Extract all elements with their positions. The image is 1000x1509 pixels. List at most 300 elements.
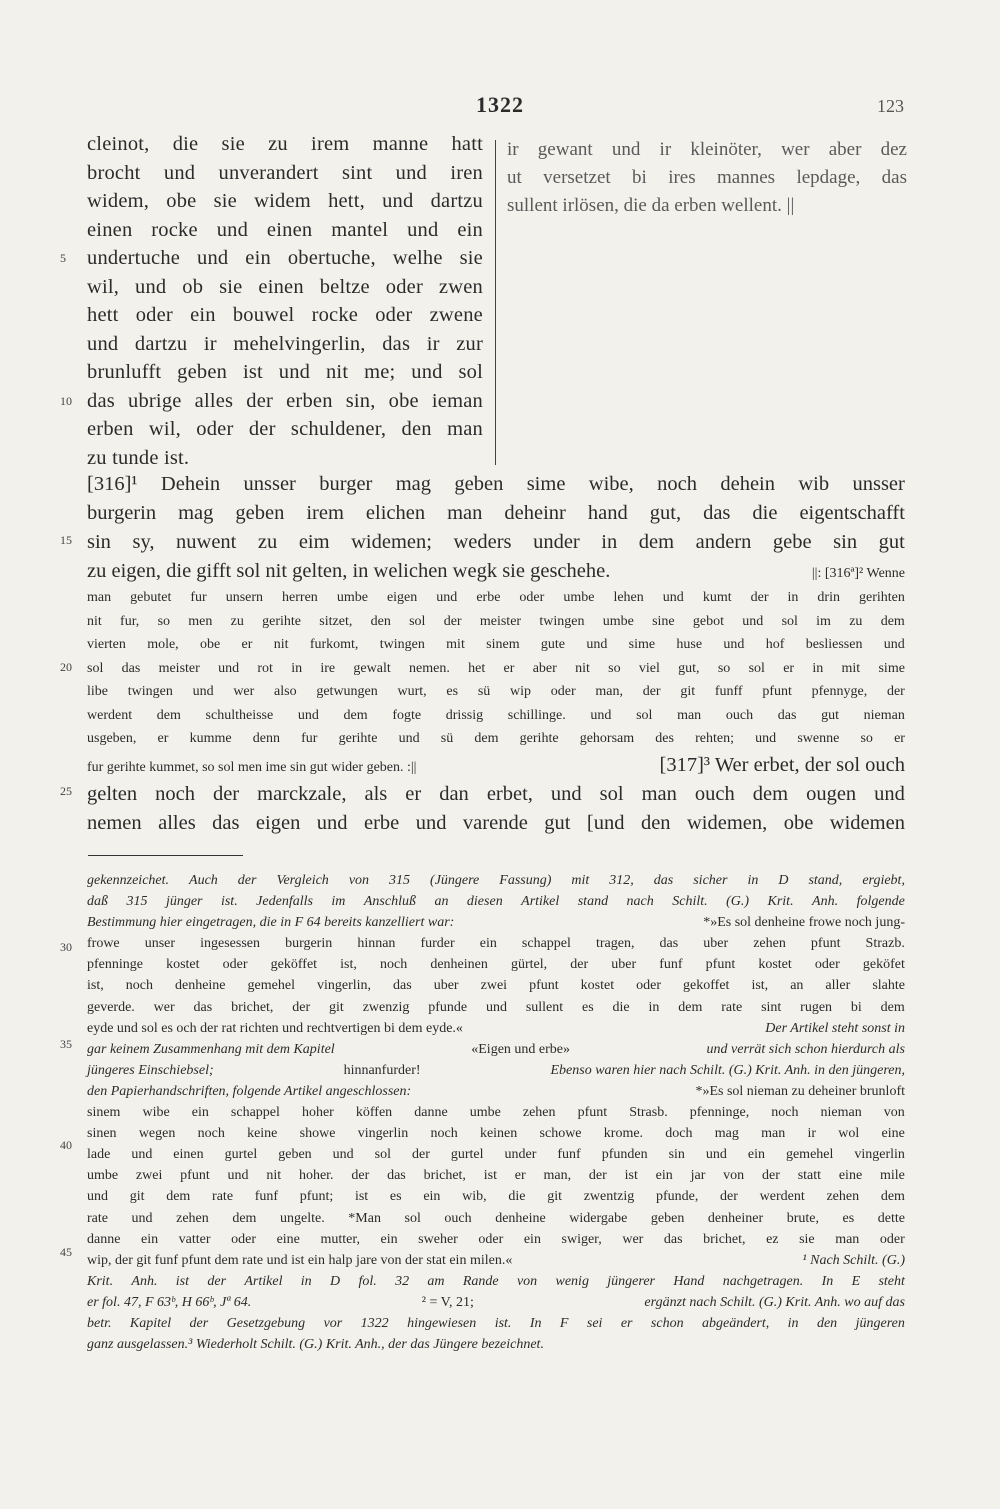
word: noch: [657, 473, 697, 495]
word: pfennyge,: [811, 684, 868, 699]
word: sol: [781, 613, 798, 629]
word: sime: [878, 660, 905, 676]
line-number: 20: [60, 660, 72, 674]
word: gebe: [772, 531, 812, 553]
word: ein: [655, 1168, 673, 1184]
word: erben: [286, 389, 333, 412]
word: dette: [877, 1210, 905, 1226]
word: sol: [636, 707, 653, 723]
word: oder: [478, 1231, 504, 1247]
word: und: [586, 637, 608, 652]
word: der: [642, 684, 661, 699]
word: Anh.: [812, 894, 839, 910]
word: Rande: [462, 1273, 499, 1289]
word: ungelte.: [280, 1210, 325, 1226]
word: er: [620, 1315, 633, 1331]
word: und: [590, 707, 612, 723]
word: zehen: [753, 936, 786, 952]
text-line: [87, 415, 483, 444]
word: zwei: [480, 978, 508, 994]
word: ire: [320, 660, 336, 676]
word: widem: [254, 190, 311, 212]
word: mit: [446, 637, 465, 652]
word: Krit.: [767, 894, 794, 910]
word: ergiebt,: [862, 873, 905, 888]
text-line: [87, 273, 483, 302]
word: das: [703, 502, 731, 524]
word: keine: [247, 1126, 278, 1142]
word: gut,: [649, 502, 682, 524]
word: sol: [458, 361, 483, 383]
word: sin: [668, 1147, 685, 1163]
footnote-segment: wip, der git funf pfunt dem rate und ist ein halp jare von der stat ein milen.«: [87, 1252, 513, 1268]
word: zwen: [438, 275, 483, 298]
text-line: [87, 159, 483, 188]
word: ein: [457, 218, 483, 241]
word: und: [705, 1147, 727, 1163]
word: meister: [158, 660, 200, 676]
footnote-segment: er fol. 47, F 63ᵇ, H 66ᵇ, Jª 64.: [87, 1294, 252, 1310]
word: vingerlin: [357, 1126, 409, 1142]
word: rate: [721, 999, 743, 1015]
word: sie: [213, 190, 237, 212]
word: funf: [254, 1189, 279, 1205]
word: sin: [833, 531, 858, 553]
word: sint: [761, 999, 782, 1015]
word: fur,: [120, 613, 140, 629]
word: twingen: [539, 613, 585, 629]
word: geköfet: [862, 957, 905, 973]
word: brichet,: [231, 999, 274, 1015]
word: burger: [319, 473, 373, 495]
word: und: [87, 332, 119, 355]
word: pfunt: [762, 684, 792, 699]
word: das: [881, 167, 907, 188]
word: noch: [771, 1105, 799, 1121]
word: oder: [231, 1231, 256, 1247]
footnote-line: [87, 975, 905, 996]
word: einen: [173, 1147, 204, 1163]
word: und: [662, 590, 684, 605]
text-line: [87, 130, 483, 159]
footnote-segment: hinnanfurder!: [343, 1062, 421, 1078]
word: dem: [880, 613, 905, 629]
word: dan: [439, 782, 469, 805]
word: im: [331, 894, 346, 910]
word: mag: [395, 473, 432, 495]
word: und: [398, 731, 420, 746]
word: sime: [526, 473, 566, 495]
word: furder: [420, 936, 455, 952]
word: funff: [714, 684, 743, 699]
footnote-segment: ² = V, 21;: [421, 1294, 474, 1310]
word: Dehein: [160, 473, 221, 495]
word: 315: [389, 873, 411, 888]
word: an: [434, 894, 449, 910]
word: brute,: [786, 1210, 819, 1226]
text-line: [87, 470, 905, 499]
text-line: [87, 528, 905, 557]
word: krome.: [603, 1126, 644, 1142]
word: steht: [878, 1273, 905, 1289]
word: swiger,: [561, 1231, 602, 1247]
word: man: [761, 1126, 786, 1142]
word: in: [747, 873, 759, 888]
word: das: [87, 389, 115, 412]
word: aber: [828, 139, 862, 160]
word: Gesetzgebung: [226, 1315, 306, 1331]
word: dem: [343, 707, 368, 723]
word: denheine: [495, 1210, 546, 1226]
word: ist,: [751, 978, 769, 994]
text-segment: zu eigen, die gifft sol nit gelten, in welichen wegk sie geschehe.: [87, 560, 611, 582]
word: denheinen: [430, 957, 488, 973]
word: den: [370, 613, 391, 629]
word: wil,: [87, 275, 120, 298]
word: von: [883, 1105, 905, 1121]
word: pfunde: [428, 999, 468, 1015]
word: Krit.: [87, 1273, 114, 1289]
word: wer: [622, 1231, 644, 1247]
word: Artikel: [521, 894, 560, 910]
page-number: 123: [877, 96, 904, 116]
word: zwenzig: [362, 999, 410, 1015]
word: sullent: [525, 999, 564, 1015]
word: sol: [404, 1210, 421, 1226]
word: sie: [219, 275, 243, 298]
word: und: [411, 361, 443, 383]
word: ir: [426, 332, 440, 355]
word: die: [508, 1189, 526, 1205]
word: betr.: [87, 1315, 112, 1331]
word: rot: [257, 660, 273, 676]
word: ir: [507, 139, 519, 160]
word: gurtel: [450, 1147, 484, 1163]
word: fur: [301, 731, 318, 746]
word: und: [192, 684, 214, 699]
word: erbe: [363, 811, 400, 834]
word: von: [516, 1273, 538, 1289]
word: eigentschafft: [799, 502, 905, 524]
word: geben: [278, 1147, 312, 1163]
word: F: [559, 1315, 569, 1331]
word: den: [816, 1315, 838, 1331]
footnote-segment: «Eigen und erbe»: [471, 1041, 570, 1057]
word: ires: [668, 167, 696, 188]
word: iren: [450, 161, 483, 184]
word: gürtel,: [510, 957, 548, 973]
word: nemen: [87, 811, 142, 834]
word: Vergleich: [276, 873, 329, 888]
word: versetzet: [543, 167, 611, 188]
footnote-line: [87, 870, 905, 891]
word: der: [886, 684, 905, 699]
word: ein: [191, 1105, 209, 1121]
word: sol: [87, 660, 104, 676]
word: man: [87, 590, 112, 605]
word: und: [135, 275, 167, 298]
footnote-line: [87, 1123, 905, 1144]
word: oder: [814, 957, 840, 973]
word: under: [533, 531, 580, 553]
word: alles: [194, 389, 234, 412]
word: der: [443, 613, 462, 629]
word: das: [193, 999, 213, 1015]
line-number: 30: [60, 940, 72, 954]
word: ein: [141, 1231, 159, 1247]
word: das: [121, 660, 141, 676]
word: ir: [659, 139, 672, 160]
word: und: [485, 999, 507, 1015]
right-column: [507, 136, 907, 220]
word: und: [278, 361, 311, 383]
word: im: [816, 613, 831, 629]
word: besliessen: [805, 637, 863, 652]
footnote-line: [87, 1313, 905, 1334]
word: abgeändert,: [702, 1315, 770, 1331]
word: hoher: [301, 1105, 334, 1121]
word: pfunde,: [655, 1189, 699, 1205]
word: gerihte: [519, 731, 559, 746]
word: pfenninge: [87, 957, 143, 973]
word: der: [351, 1168, 370, 1184]
word: men: [188, 613, 213, 629]
footnote-line: [87, 1250, 905, 1271]
word: wer: [233, 684, 255, 699]
word: köffen: [355, 1105, 393, 1121]
word: oder: [135, 304, 173, 326]
word: kostet: [580, 978, 615, 994]
word: widem,: [87, 190, 150, 212]
word: statt: [797, 1168, 822, 1184]
word: drin: [817, 590, 840, 605]
footnote-line: [87, 1208, 905, 1229]
word: oder: [636, 978, 662, 994]
word: hingewiesen: [407, 1315, 477, 1331]
word: nemen.: [409, 660, 450, 676]
word: man,: [543, 1168, 572, 1184]
word: het: [468, 660, 486, 676]
word: gewant: [537, 139, 593, 160]
word: und: [87, 1189, 108, 1205]
word: er: [514, 1168, 526, 1184]
word: pfunt: [705, 957, 736, 973]
word: also: [274, 684, 297, 699]
word: mag: [178, 502, 214, 524]
word: drissig: [445, 707, 484, 723]
word: es: [446, 684, 459, 699]
word: geverde.: [87, 999, 135, 1015]
word: man: [641, 782, 677, 805]
footnote-segment: jüngeres Einschiebsel;: [87, 1062, 214, 1078]
word: der: [570, 957, 589, 973]
word: in: [291, 660, 303, 676]
footnote-segment: den Papierhandschriften, folgende Artikel angeschlossen:: [87, 1083, 412, 1099]
footnote-segment: Ebenso waren hier nach Schilt. (G.) Krit. Anh. in den jüngeren,: [550, 1062, 905, 1078]
word: kleinöter,: [690, 139, 762, 160]
word: eine: [881, 1126, 905, 1142]
word: [316]¹: [87, 473, 138, 495]
word: es: [582, 999, 594, 1015]
word: twingen: [127, 684, 173, 699]
text-line: sullent irlösen, die da erben wellent. ||: [507, 195, 795, 216]
word: gut: [821, 707, 839, 723]
word: wib: [798, 473, 830, 495]
word: widemen: [829, 811, 905, 834]
word: nit: [575, 660, 590, 676]
word: der: [411, 1147, 430, 1163]
word: eigen: [386, 590, 418, 605]
word: in: [300, 1273, 312, 1289]
word: sü: [440, 731, 454, 746]
word: andern: [695, 531, 752, 553]
word: und: [415, 811, 447, 834]
word: der: [207, 1273, 227, 1289]
word: sie: [459, 247, 483, 269]
word: wil,: [148, 418, 181, 440]
word: gut: [878, 531, 905, 553]
word: oder: [550, 684, 576, 699]
footnote-segment: Der Artikel steht sonst in: [765, 1020, 905, 1036]
word: obe: [783, 811, 814, 834]
line-number: 5: [60, 251, 66, 265]
word: uber: [611, 957, 637, 973]
word: geben: [650, 1210, 685, 1226]
word: in: [648, 999, 660, 1015]
word: man,: [595, 684, 623, 699]
word: elichen: [365, 502, 426, 524]
word: noch: [197, 1126, 225, 1142]
footnote-rule: [88, 855, 243, 856]
word: Strazb.: [865, 936, 905, 952]
footnote-line: [87, 1334, 905, 1355]
word: eine: [276, 1231, 300, 1247]
word: ein: [423, 1189, 441, 1205]
word: oder: [375, 304, 413, 326]
word: das: [382, 332, 411, 355]
word: und: [197, 247, 229, 269]
word: twingen: [379, 637, 425, 652]
word: uber: [433, 978, 459, 994]
word: geben: [454, 473, 504, 495]
word: ist: [624, 1168, 638, 1184]
line-number: 35: [60, 1037, 72, 1051]
text-segment: ||: [316ª]² Wenne: [811, 566, 905, 581]
footnote-line: [87, 1018, 905, 1039]
word: sinem: [87, 1105, 121, 1121]
word: mit: [841, 660, 861, 676]
word: unverandert: [218, 161, 319, 184]
text-segment: [317]³ Wer erbet, der sol ouch: [659, 753, 905, 776]
word: hatt: [451, 133, 483, 155]
word: sol: [748, 660, 765, 676]
word: obertuche,: [287, 247, 376, 269]
word: fur: [190, 590, 207, 605]
word: und: [883, 637, 905, 652]
word: einen: [87, 218, 133, 241]
line-number: 25: [60, 784, 72, 798]
word: D: [778, 873, 789, 888]
word: einen: [266, 218, 313, 241]
footnote-segment: ¹ Nach Schilt. (G.): [802, 1252, 905, 1268]
word: schappel: [521, 936, 571, 952]
word: erben: [87, 418, 134, 440]
footnote-line: [87, 1039, 905, 1060]
line-number: 15: [60, 533, 72, 547]
word: brichet,: [423, 1168, 466, 1184]
word: alles: [158, 811, 196, 834]
word: pfenninge,: [689, 1105, 750, 1121]
word: [und: [586, 811, 625, 834]
word: ez: [766, 1231, 779, 1247]
word: tragen,: [595, 936, 635, 952]
word: nit: [273, 637, 289, 652]
word: swenne: [797, 731, 840, 746]
word: aber: [532, 660, 557, 676]
word: noch: [430, 1126, 458, 1142]
word: sime: [628, 637, 656, 652]
word: man: [835, 1231, 860, 1247]
word: und: [742, 613, 764, 629]
word: erbet,: [486, 782, 533, 805]
text-line: [87, 216, 483, 245]
word: obe: [200, 637, 221, 652]
word: uber: [703, 936, 729, 952]
word: 32: [395, 1273, 410, 1289]
word: es: [389, 1189, 402, 1205]
word: doch: [665, 1126, 693, 1142]
word: ist: [354, 1189, 369, 1205]
word: mutter,: [320, 1231, 360, 1247]
word: sitzet,: [319, 613, 353, 629]
word: slahte: [872, 978, 905, 994]
word: am: [427, 1273, 445, 1289]
word: bi: [850, 999, 862, 1015]
word: dem: [166, 1189, 191, 1205]
word: Jedenfalls: [256, 894, 313, 910]
word: der: [761, 1168, 780, 1184]
text-line: [87, 610, 905, 634]
word: dem: [638, 531, 675, 553]
word: pfunt;: [299, 1189, 334, 1205]
word: furkomt,: [309, 637, 359, 652]
word: er: [783, 660, 795, 676]
word: sol: [599, 782, 624, 805]
word: undertuche: [87, 247, 181, 269]
word: obe: [388, 389, 419, 412]
line-number: 45: [60, 1245, 72, 1259]
word: eine: [838, 1168, 863, 1184]
word: ist: [242, 361, 263, 383]
word: usgeben,: [87, 731, 137, 746]
text-line: [87, 657, 905, 681]
word: dem: [678, 999, 703, 1015]
word: huse: [676, 637, 703, 652]
word: obe: [166, 190, 197, 212]
word: die: [172, 133, 199, 155]
word: der: [292, 999, 311, 1015]
word: daß: [87, 894, 108, 910]
word: sü: [477, 684, 491, 699]
footnote-line: [87, 1060, 905, 1081]
word: jünger: [165, 894, 203, 910]
word: brocht: [87, 161, 141, 184]
word: wibe,: [588, 473, 634, 495]
word: noch: [155, 782, 195, 805]
word: under: [504, 1147, 537, 1163]
column-divider: [495, 140, 496, 465]
word: jüngerer: [607, 1273, 655, 1289]
